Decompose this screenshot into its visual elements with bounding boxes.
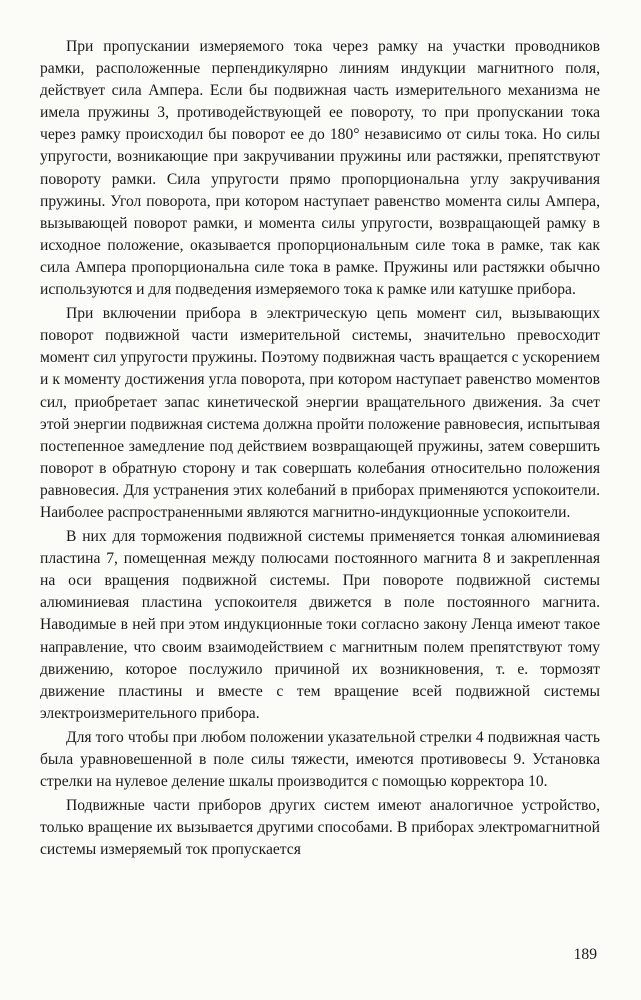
body-text [40, 36, 600, 861]
paragraph-1: При пропускании измеряемого тока через рамку на участки проводников рамки, расположенные перпендикулярно линиям индукции магнитного поля, действует сила Ампера. Если бы подвижная часть измерительного механизма не имела пружины 3, противодействующей ее повороту, то при пропускании тока через рамку происходил бы поворот ее до 180° независимо от силы тока. Но силы упругости, возникающие при закручивании пружины или растяжки, препятствуют повороту рамки. Сила упругости прямо пропорциональна углу закручивания пружины. Угол поворота, при котором наступает равенство момента силы Ампера, вызывающей поворот рамки, и момента силы упругости, возвращающей рамку в исходное положение, оказывается пропорциональным силе тока в рамке, так как сила Ампера пропорциональна силе тока в рамке. Пружины или растяжки обычно используются и для подведения измеряемого тока к рамке или катушке прибора. [40, 38, 600, 299]
paragraph-3: В них для торможения подвижной системы применяется тонкая алюминиевая пластина 7, помещенная между полюсами постоянного магнита 8 и закрепленная на оси вращения подвижной системы. При повороте подвижной системы алюминиевая пластина успокоителя движется в поле постоянного магнита. Наводимые в ней при этом индукционные токи согласно закону Ленца имеют такое направление, что своим взаимодействием с магнитным полем препятствуют тому движению, которое послужило причиной их возникновения, т. е. тормозят движение пластины и вместе с тем вращение всей подвижной системы электроизмерительного прибора. [40, 528, 600, 722]
paragraph-5: Подвижные части приборов других систем имеют аналогичное устройство, только вращение их вызывается другими способами. В приборах электромагнитной системы измеряемый ток пропускается [40, 797, 600, 859]
paragraph-4: Для того чтобы при любом положении указательной стрелки 4 подвижная часть была уравновешенной в поле силы тяжести, имеются противовесы 9. Установка стрелки на нулевое деление шкалы производится с помощью корректора 10. [40, 728, 600, 791]
paragraph-2: При включении прибора в электрическую цепь момент сил, вызывающих поворот подвижной части измерительной системы, значительно превосходит момент сил упругости пружины. Поэтому подвижная часть вращается с ускорением и к моменту достижения угла поворота, при котором наступает равенство моментов сил, приобретает запас кинетической энергии вращательного движения. За счет этой энергии подвижная система должна пройти положение равновесия, испытывая постепенное замедление под действием возвращающей пружины, затем совершить поворот в обратную сторону и так совершать колебания относительно положения равновесия. Для устранения этих колебаний в приборах применяются успокоители. Наиболее распространенными являются магнитно-индукционные успокоители. [40, 305, 600, 521]
page-number: 189 [573, 946, 597, 963]
